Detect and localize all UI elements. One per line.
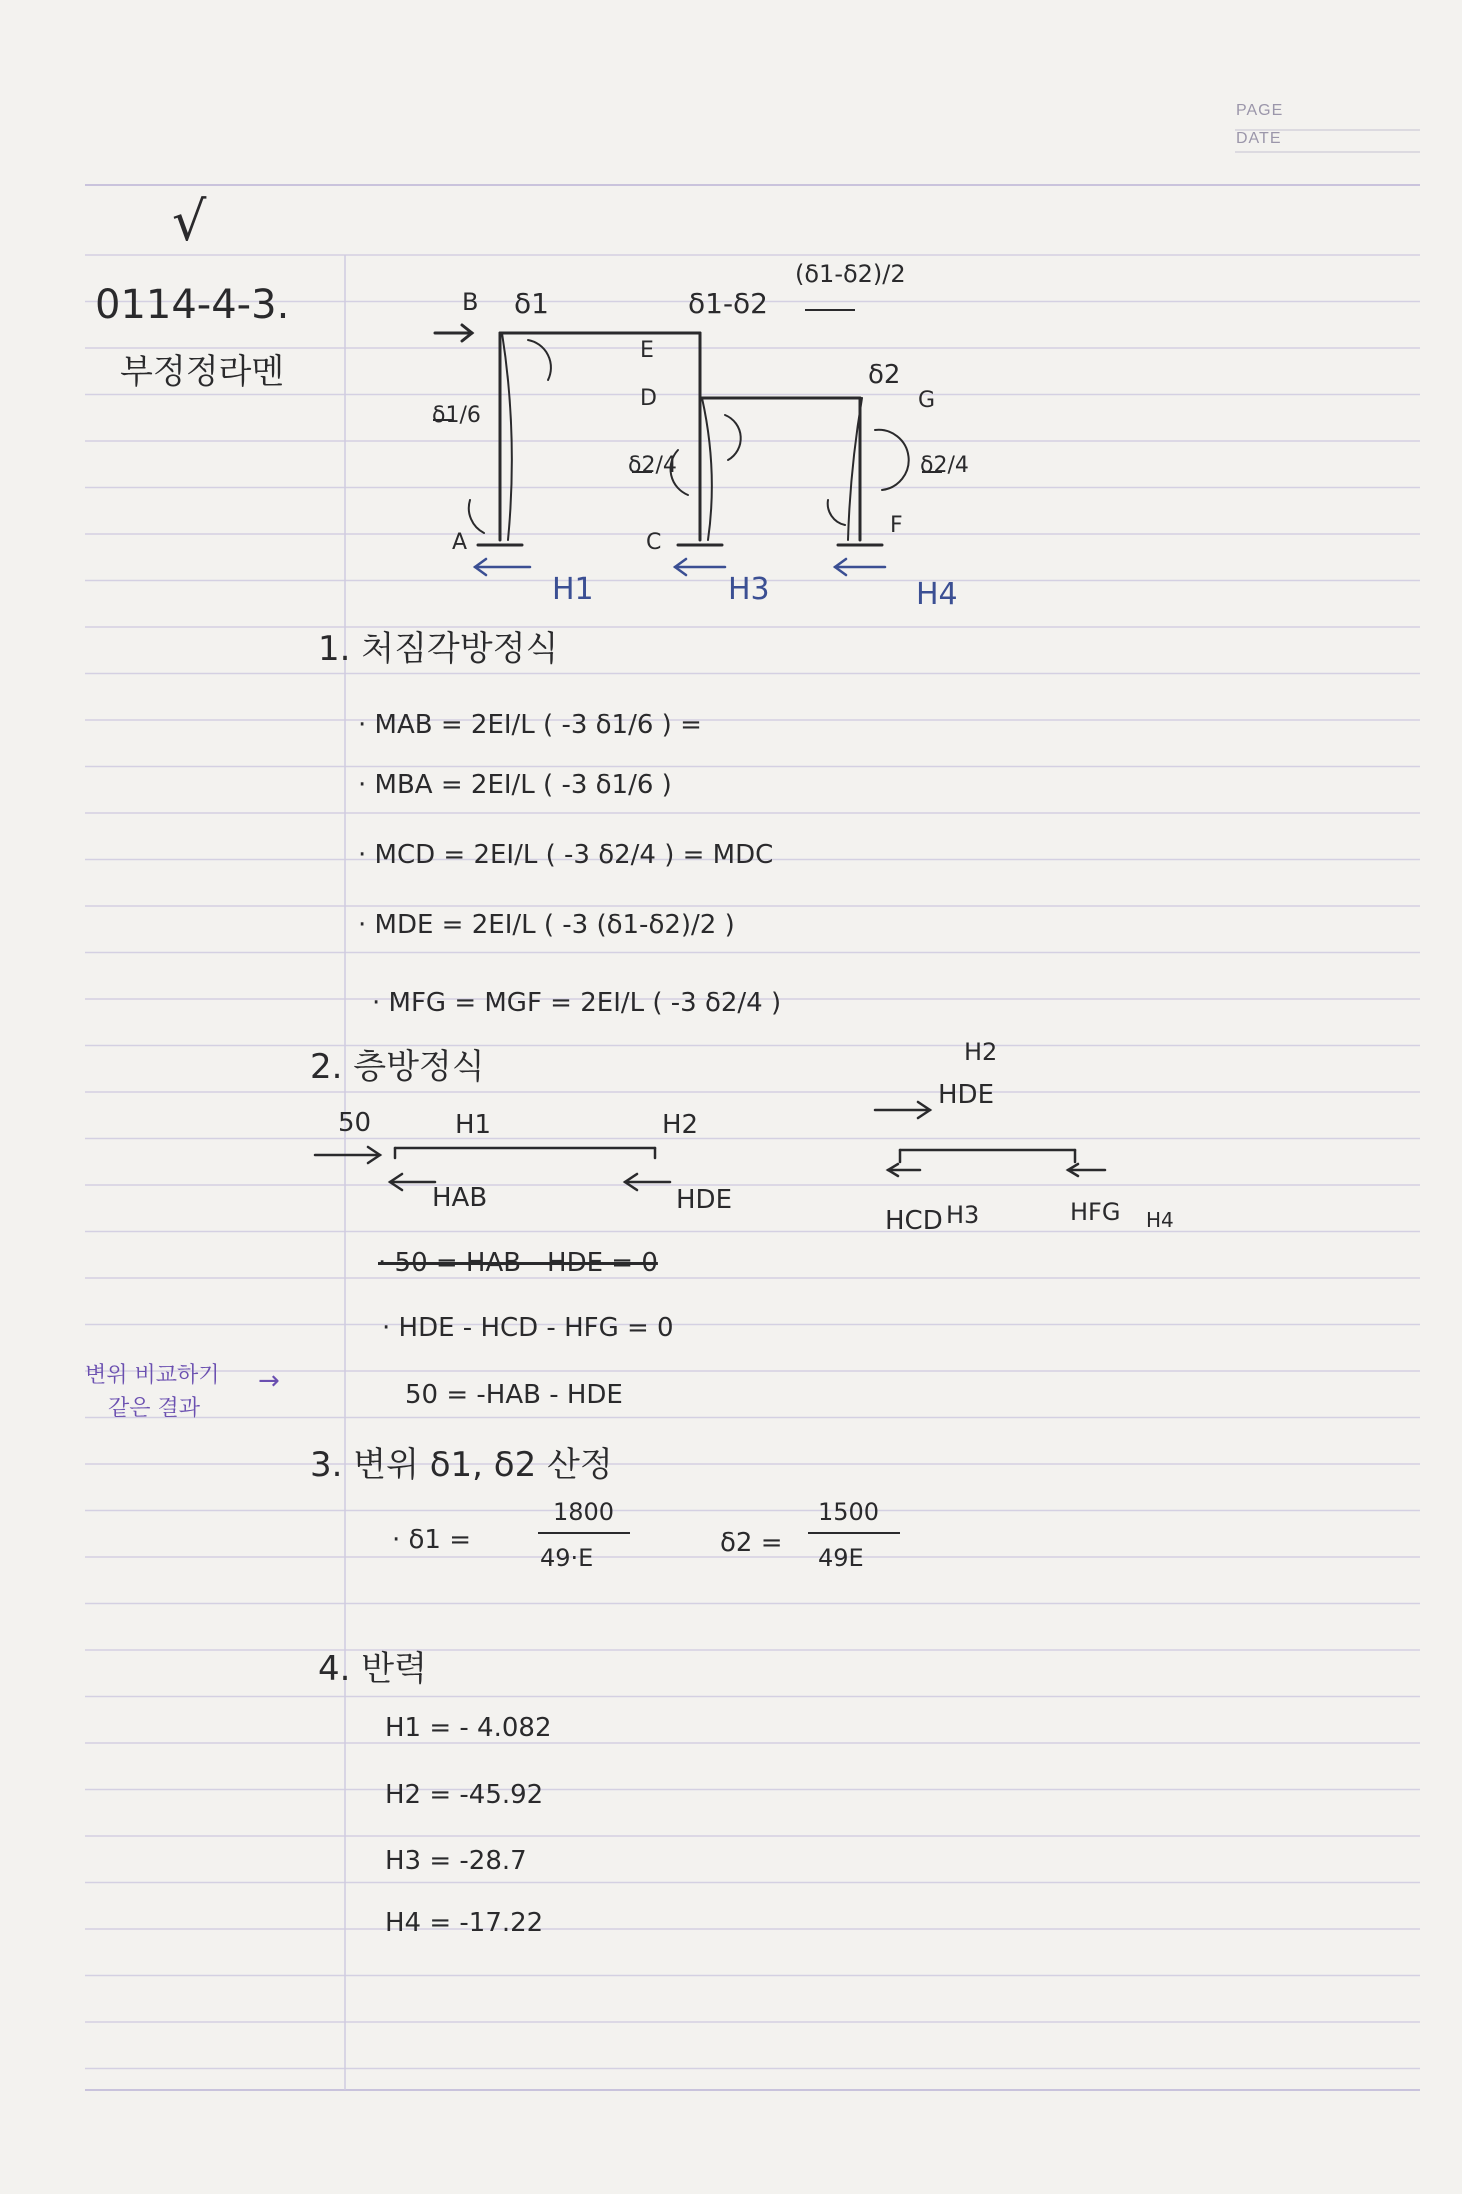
reaction-h1-label: H1 [552,572,594,607]
page-label: PAGE [1236,102,1284,119]
reaction-h3: H3 = -28.7 [385,1846,527,1876]
rot-mid-label: δ2/4 [628,453,677,478]
disp-right-label: δ2 [868,360,901,390]
disp-top-mid-label: δ1-δ2 [688,287,768,320]
node-d-label: D [640,386,657,411]
node-c-label: C [646,530,662,555]
section2-eq-crossed: · 50 = HAB - HDE = 0 [378,1248,658,1278]
fbd-left-h1-label: H1 [455,1110,492,1140]
section1-eq-mba: · MBA = 2EI/L ( -3 δ1/6 ) [358,770,672,800]
disp-top-left-label: δ1 [514,287,549,320]
section1-eq-mcd: · MCD = 2EI/L ( -3 δ2/4 ) = MDC [358,840,774,870]
section4-title: 4. 반력 [318,1649,427,1689]
section1-title: 1. 처짐각방정식 [318,629,559,669]
section1-eq-mde: · MDE = 2EI/L ( -3 (δ1-δ2)/2 ) [358,910,735,940]
fbd-right-hde-label: HDE [938,1080,994,1110]
fbd-right-h3-label: H3 [946,1201,980,1229]
section3-d2-fraction-bar [808,1532,900,1534]
section2-eq-load: 50 = -HAB - HDE [405,1380,623,1410]
reaction-h2: H2 = -45.92 [385,1780,544,1810]
section3-d1-fraction-bar [538,1532,630,1534]
fbd-left-h2-label: H2 [662,1110,699,1140]
node-f-label: F [890,513,903,538]
problem-id: 0114-4-3. [95,282,290,328]
reaction-h3-label: H3 [728,572,770,607]
section2-eq-shear: · HDE - HCD - HFG = 0 [382,1313,674,1343]
story-fbd-right [870,1060,1170,1230]
problem-subtitle: 부정정라멘 [120,352,285,392]
disp-top-right-label: (δ1-δ2)/2 [795,260,906,288]
fbd-right-hcd-label: HCD [885,1206,943,1236]
section1-eq-mfg: · MFG = MGF = 2EI/L ( -3 δ2/4 ) [372,988,782,1018]
fbd-left-hde-label: HDE [676,1185,732,1215]
node-e-label: E [640,338,654,363]
fbd-right-h4-label: H4 [1146,1208,1174,1232]
fbd-load-label: 50 [338,1108,372,1138]
node-b-label: B [462,288,479,316]
section3-d1-numerator: 1800 [553,1498,615,1526]
fbd-right-h2-label: H2 [964,1038,998,1066]
section2-title: 2. 층방정식 [310,1047,485,1087]
section3-d1-denominator: 49·E [540,1544,594,1572]
section3-d2-numerator: 1500 [818,1498,880,1526]
rot-right-label: δ2/4 [920,453,969,478]
side-note-line1: 변위 비교하기 [85,1363,220,1388]
fbd-left-hab-label: HAB [432,1183,488,1213]
section3-d2-denominator: 49E [818,1544,864,1572]
node-g-label: G [918,388,936,413]
reaction-h1: H1 = - 4.082 [385,1713,552,1743]
reaction-h4-label: H4 [916,577,958,612]
side-note-arrow-icon: → [258,1366,280,1396]
side-note-line2: 같은 결과 [108,1396,201,1421]
check-mark-icon: √ [172,190,207,253]
date-label: DATE [1236,130,1282,147]
section3-d1-label: · δ1 = [392,1525,472,1555]
section3-title: 3. 변위 δ1, δ2 산정 [310,1445,613,1485]
node-a-label: A [452,530,468,555]
reaction-h4: H4 = -17.22 [385,1908,544,1938]
section1-eq-mab: · MAB = 2EI/L ( -3 δ1/6 ) = [358,710,702,740]
rot-left-label: δ1/6 [432,403,481,428]
fbd-right-hfg-label: HFG [1070,1198,1121,1226]
section3-d2-label: δ2 = [720,1528,783,1558]
